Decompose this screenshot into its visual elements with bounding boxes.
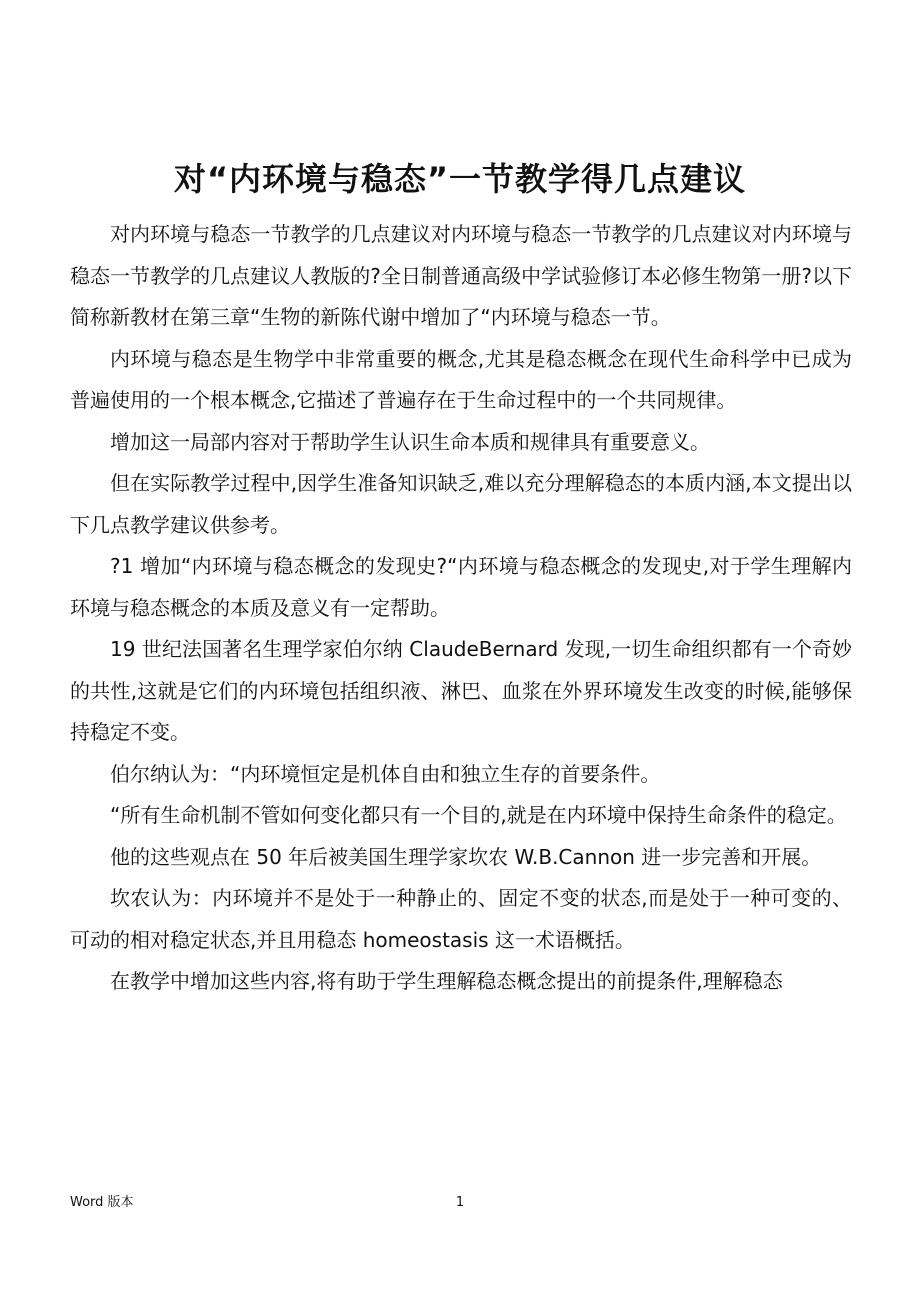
paragraph: 19 世纪法国著名生理学家伯尔纳 ClaudeBernard 发现,一切生命组织都有一个奇妙的共性,这就是它们的内环境包括组织液、淋巴、血浆在外界环境发生改变的时候,能够保持稳定不变。 bbox=[70, 637, 852, 744]
document-body bbox=[70, 214, 852, 1003]
paragraph: 他的这些观点在 50 年后被美国生理学家坎农 W.B.Cannon 进一步完善和开展。 bbox=[110, 844, 822, 869]
paragraph: 对内环境与稳态一节教学的几点建议对内环境与稳态一节教学的几点建议对内环境与稳态一节教学的几点建议人教版的?全日制普通高级中学试验修订本必修生物第一册?以下简称新教材在第三章“生物的新陈代谢中增加了“内环境与稳态一节。 bbox=[70, 222, 852, 329]
paragraph: 伯尔纳认为：“内环境恒定是机体自由和独立生存的首要条件。 bbox=[110, 761, 661, 786]
paragraph: 在教学中增加这些内容,将有助于学生理解稳态概念提出的前提条件,理解稳态 bbox=[110, 969, 783, 993]
paragraph: 内环境与稳态是生物学中非常重要的概念,尤其是稳态概念在现代生命科学中已成为普遍使用的一个根本概念,它描述了普遍存在于生命过程中的一个共同规律。 bbox=[70, 346, 852, 412]
paragraph: 坎农认为：内环境并不是处于一种静止的、固定不变的状态,而是处于一种可变的、可动的相对稳定状态,并且用稳态 homeostasis 这一术语概括。 bbox=[70, 886, 852, 952]
paragraph: 但在实际教学过程中,因学生准备知识缺乏,难以充分理解稳态的本质内涵,本文提出以下几点教学建议供参考。 bbox=[70, 471, 852, 537]
footer-page-number: 1 bbox=[455, 1195, 465, 1210]
paragraph: “所有生命机制不管如何变化都只有一个目的,就是在内环境中保持生命条件的稳定。 bbox=[110, 803, 847, 827]
paragraph: 增加这一局部内容对于帮助学生认识生命本质和规律具有重要意义。 bbox=[110, 429, 710, 454]
paragraph: ?1 增加“内环境与稳态概念的发现史?“内环境与稳态概念的发现史,对于学生理解内环境与稳态概念的本质及意义有一定帮助。 bbox=[70, 554, 852, 620]
footer-version-label: Word 版本 bbox=[70, 1195, 134, 1210]
document-title: 对“内环境与稳态”一节教学得几点建议 bbox=[173, 160, 747, 199]
